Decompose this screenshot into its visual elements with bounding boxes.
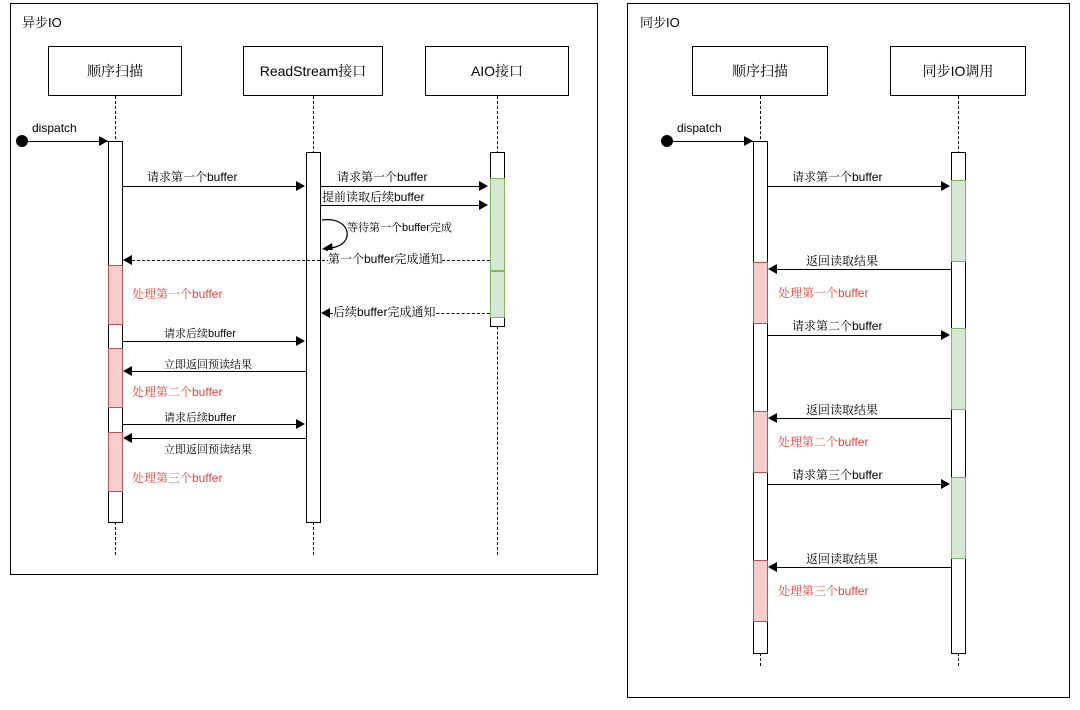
dispatch-arrowhead-async: [99, 136, 108, 146]
message-label-m10: 立即返回预读结果: [164, 444, 252, 456]
message-arrowhead-s2: [768, 264, 777, 274]
actor-syncio: [890, 46, 1026, 96]
note-sync-process1: 处理第一个buffer: [778, 286, 869, 300]
message-line-s4: [777, 418, 952, 419]
activation-scan-process1: [108, 265, 123, 325]
message-arrowhead-s5: [941, 479, 950, 489]
message-arrowhead-m8: [123, 366, 132, 376]
activation-aio-green2: [490, 271, 505, 318]
message-arrowhead-s6: [768, 562, 777, 572]
message-label-m3: 提前读取后续buffer: [322, 190, 425, 204]
message-arrowhead-s1: [941, 181, 950, 191]
message-label-s4: 返回读取结果: [806, 403, 879, 417]
actor-scan: [48, 46, 182, 96]
note-sync-process3: 处理第三个buffer: [778, 584, 869, 598]
message-label-m7: 请求后续buffer: [164, 328, 236, 340]
note-process1: 处理第一个buffer: [132, 287, 223, 301]
activation-scan-sync-process2: [753, 411, 768, 473]
message-arrowhead-m7: [296, 336, 305, 346]
message-line-m3: [321, 205, 481, 206]
activation-scan-process2: [108, 348, 123, 408]
actor-syncio-label: 同步IO调用: [922, 63, 994, 79]
message-label-m4: 等待第一个buffer完成: [347, 222, 452, 234]
message-arrowhead-m1: [296, 181, 305, 191]
dispatch-arrowhead-sync: [744, 136, 753, 146]
actor-scan-label: 顺序扫描: [87, 63, 143, 79]
message-line-m1: [123, 186, 298, 187]
message-label-m1: 请求第一个buffer: [147, 170, 238, 184]
message-line-m2: [321, 186, 481, 187]
message-label-m2: 请求第一个buffer: [337, 170, 428, 184]
dispatch-label-async: dispatch: [32, 121, 77, 135]
message-line-m10: [132, 438, 307, 439]
actor-scan-sync-label: 顺序扫描: [732, 63, 788, 79]
actor-aio-label: AIO接口: [470, 63, 524, 79]
actor-scan-sync: [692, 46, 828, 96]
message-line-s2: [777, 269, 952, 270]
message-line-s5: [768, 484, 943, 485]
message-label-s5: 请求第三个buffer: [792, 468, 883, 482]
dispatch-label-sync: dispatch: [677, 121, 722, 135]
dispatch-arrow-async: [22, 141, 108, 142]
message-line-s3: [768, 335, 943, 336]
message-label-s2: 返回读取结果: [806, 254, 879, 268]
message-label-s3: 请求第二个buffer: [792, 319, 883, 333]
panel-sync-title: 同步IO: [640, 15, 680, 30]
activation-scan-process3: [108, 432, 123, 492]
note-process3: 处理第三个buffer: [132, 471, 223, 485]
note-process2: 处理第二个buffer: [132, 385, 223, 399]
message-label-m6: 后续buffer完成通知: [333, 305, 436, 319]
message-arrowhead-m6: [321, 308, 330, 318]
panel-async-title: 异步IO: [22, 15, 62, 30]
activation-syncio-green2: [951, 328, 966, 410]
actor-aio: [425, 46, 569, 96]
actor-readstream: [243, 46, 383, 96]
activation-scan-sync-process3: [753, 560, 768, 622]
activation-aio-green1: [490, 178, 505, 271]
activation-syncio-green1: [951, 180, 966, 262]
message-label-s1: 请求第一个buffer: [792, 170, 883, 184]
activation-scan-sync-process1: [753, 262, 768, 324]
note-sync-process2: 处理第二个buffer: [778, 435, 869, 449]
message-label-m9: 请求后续buffer: [164, 412, 236, 424]
dispatch-arrow-sync: [667, 141, 753, 142]
message-arrowhead-m9: [296, 419, 305, 429]
message-line-s1: [768, 186, 943, 187]
message-arrowhead-m3: [479, 200, 488, 210]
message-arrowhead-s3: [941, 330, 950, 340]
message-line-m7: [123, 341, 298, 342]
message-label-m5: 第一个buffer完成通知: [328, 252, 443, 266]
message-arrowhead-m2: [479, 181, 488, 191]
message-arrowhead-m10: [123, 433, 132, 443]
message-arrowhead-s4: [768, 413, 777, 423]
message-line-s6: [777, 567, 952, 568]
message-label-m8: 立即返回预读结果: [164, 359, 252, 371]
message-arrowhead-m5: [123, 255, 132, 265]
actor-readstream-label: ReadStream接口: [259, 63, 367, 79]
activation-syncio-green3: [951, 477, 966, 559]
activation-readstream-async: [306, 152, 321, 523]
message-label-s6: 返回读取结果: [806, 552, 879, 566]
